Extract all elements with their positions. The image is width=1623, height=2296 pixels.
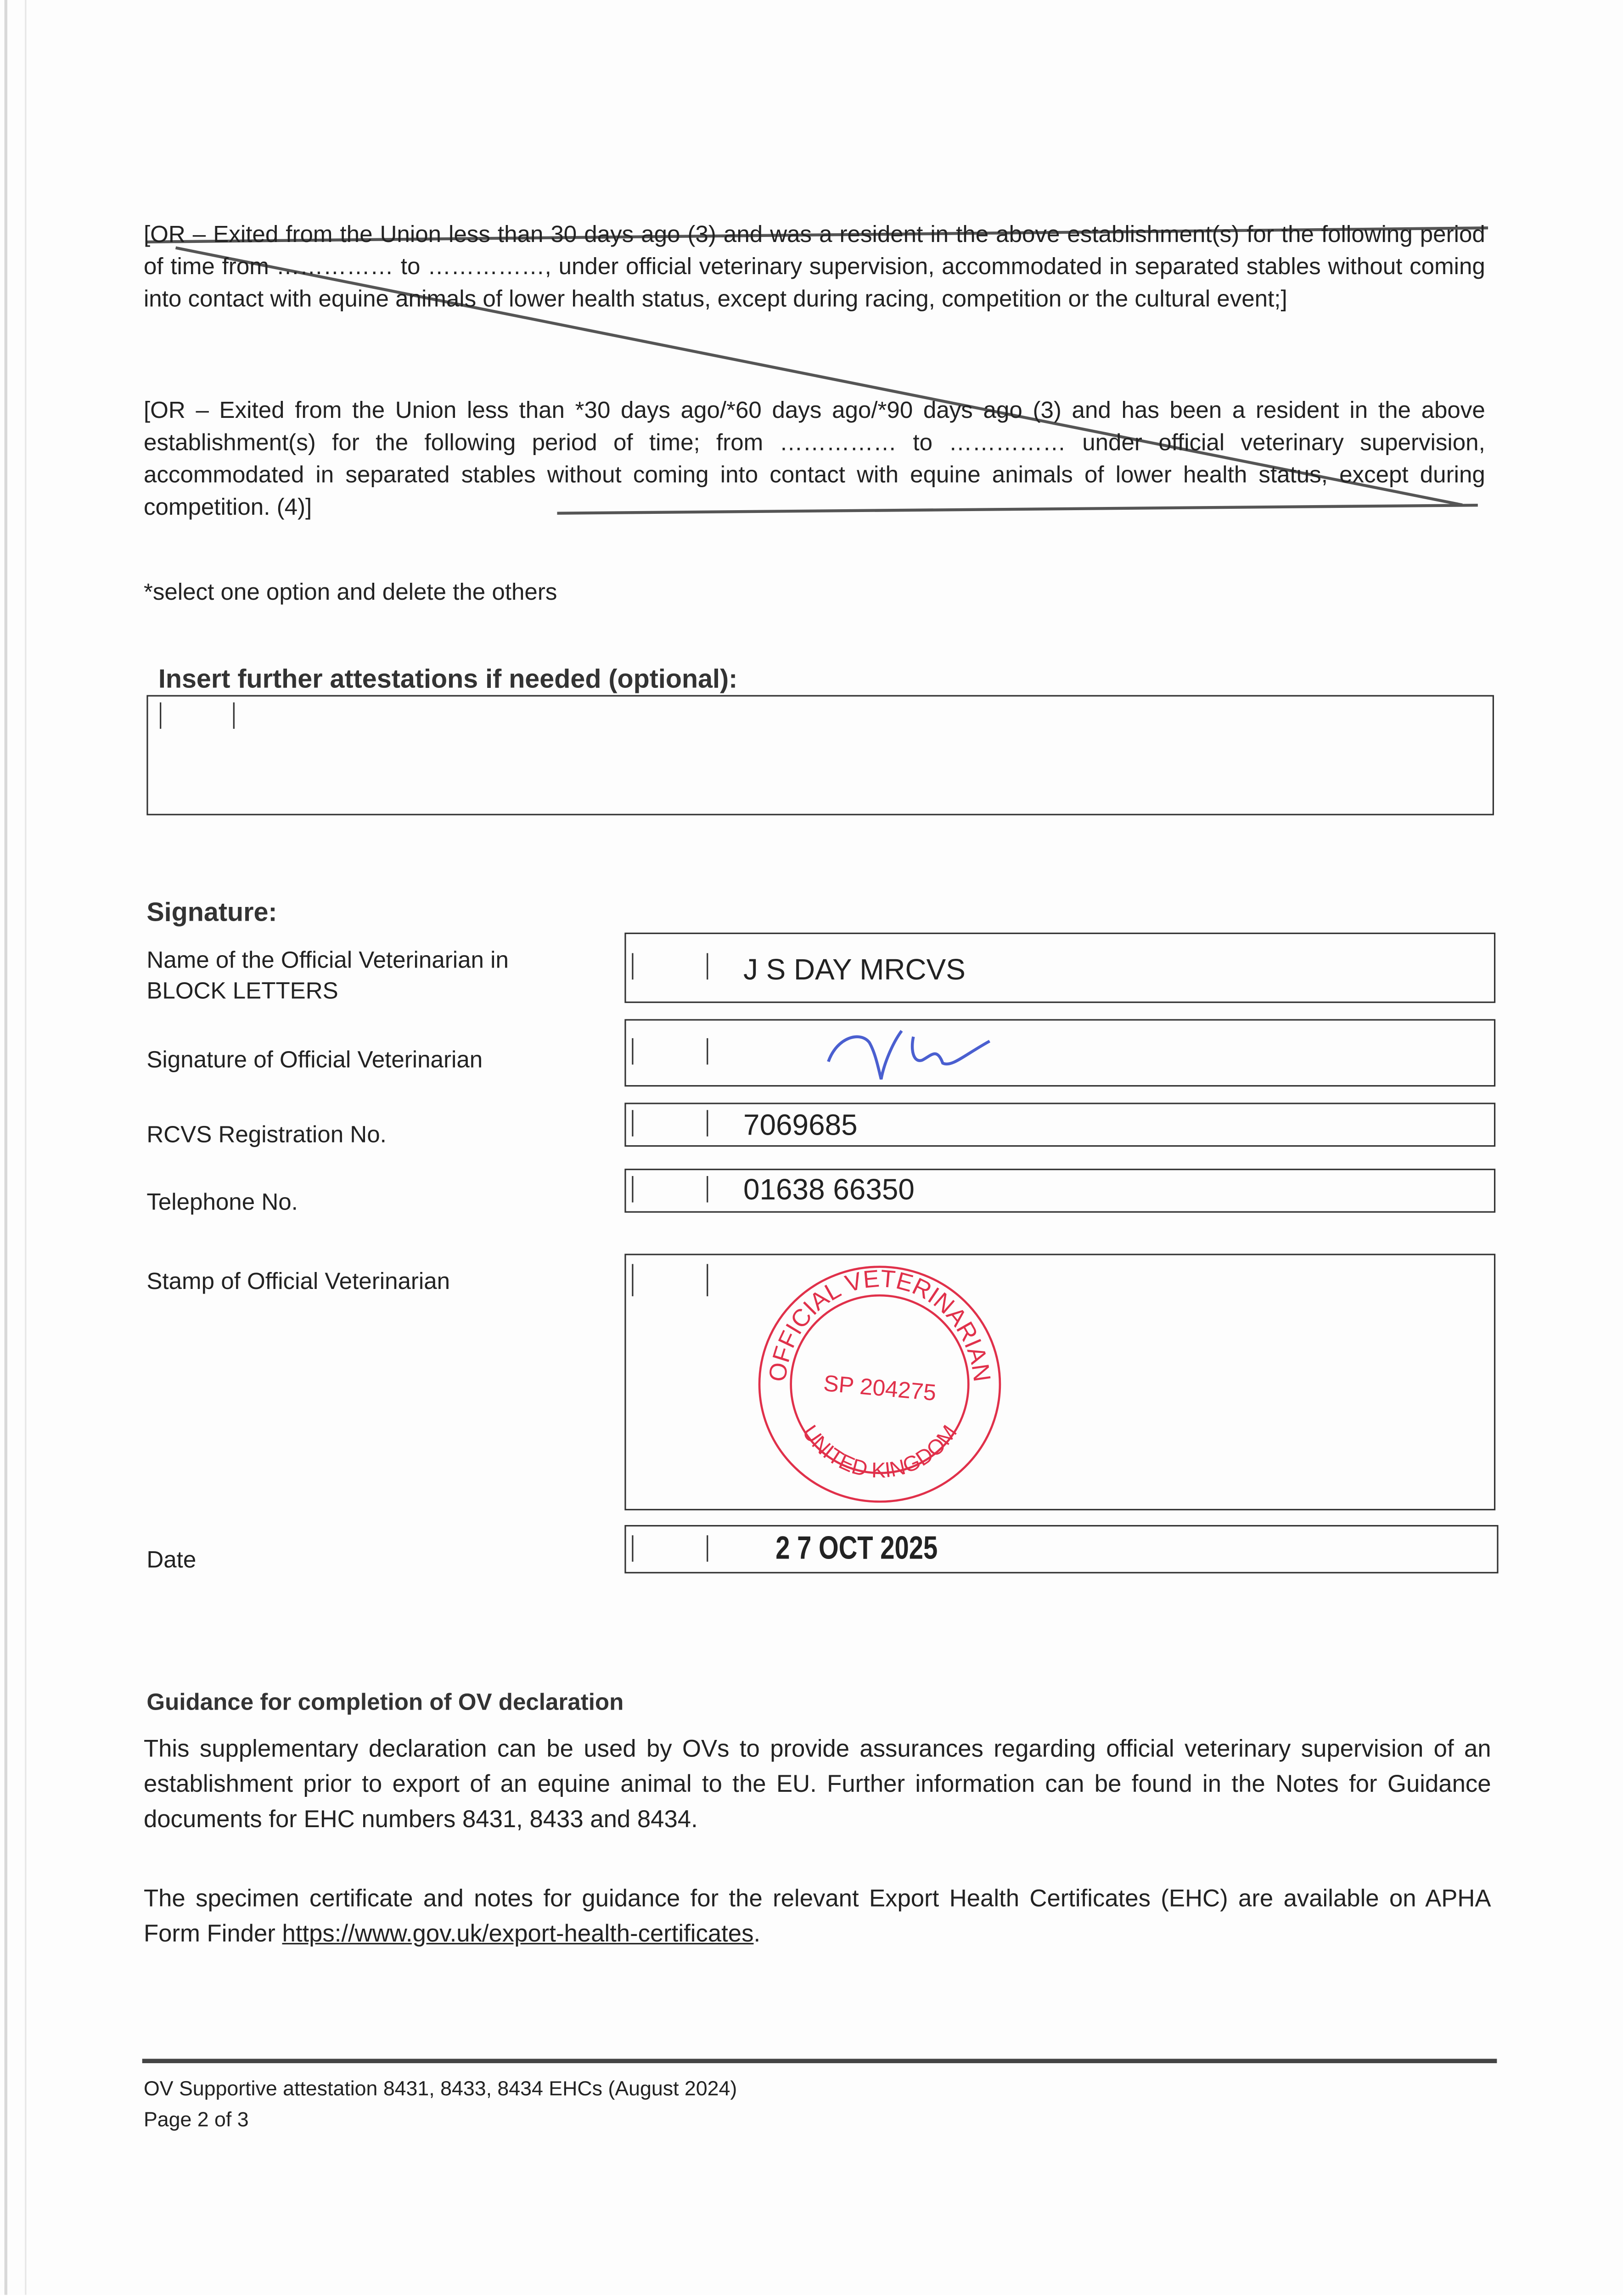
field-marker (707, 1110, 708, 1136)
stamp-field[interactable] (624, 1254, 1495, 1510)
footer-divider (142, 2059, 1497, 2063)
date-label: Date (146, 1548, 197, 1574)
stamp-label: Stamp of Official Veterinarian (146, 1270, 450, 1295)
page-number: Page 2 of 3 (143, 2107, 249, 2131)
guidance-text: The specimen certificate and notes for guidance for the relevant Export Health Certificates (EHC) are available on APHA Form Finder (143, 1885, 1491, 1947)
signature-field[interactable] (624, 1019, 1495, 1086)
svg-text:OFFICIAL VETERINARIAN: OFFICIAL VETERINARIAN (764, 1265, 996, 1384)
telephone-field[interactable] (624, 1169, 1495, 1213)
option-2-text: [OR – Exited from the Union less than *30 days ago/*60 days ago/*90 days ago (3) and has been a resident in the above establishment(s) for the following period of time; from …………… to …………… under official veterinary supervision, accommodated in separated stables without coming into contact with equine animals of lower health status, except during competition. (4)] (143, 399, 1485, 521)
option-1-text: [OR – Exited from the Union less than 30 days ago (3) and was a resident in the above establishment(s) for the following period of time from …………… to ……………, under official veterinary supervision, accommodated in separated stables without coming into contact with equine animals of lower health status, except during racing, competition or the cultural event;] (143, 223, 1485, 313)
official-veterinarian-stamp (751, 1261, 1009, 1504)
name-field[interactable] (624, 933, 1495, 1003)
field-marker (707, 1264, 708, 1296)
field-marker (632, 953, 633, 979)
field-marker (707, 1176, 708, 1202)
rcvs-field[interactable] (624, 1103, 1495, 1147)
rcvs-value: 7069685 (743, 1110, 858, 1142)
guidance-text-end: . (753, 1921, 761, 1947)
telephone-value: 01638 66350 (743, 1174, 915, 1207)
field-marker (707, 953, 708, 979)
guidance-heading: Guidance for completion of OV declaration (146, 1690, 624, 1716)
field-marker (632, 1038, 633, 1064)
export-health-certificates-link[interactable]: https://www.gov.uk/export-health-certificates (282, 1921, 754, 1947)
field-marker (707, 1038, 708, 1064)
svg-text:SP 204275: SP 204275 (822, 1370, 938, 1406)
date-value: 2 7 OCT 2025 (775, 1529, 938, 1566)
handwritten-signature (817, 1024, 1007, 1082)
scan-edge (5, 0, 7, 2295)
guidance-paragraph: This supplementary declaration can be used by OVs to provide assurances regarding official veterinary supervision of an establishment prior to export of an equine animal to the EU. Further information can be found in the Notes for Guidance documents for EHC numbers 8431, 8433 and 8434. (143, 1736, 1491, 1833)
name-label: Name of the Official Veterinarian in BLOCK LETTERS (146, 949, 509, 1005)
field-marker (707, 1535, 708, 1561)
further-attestations-heading: Insert further attestations if needed (optional): (158, 664, 738, 694)
guidance-paragraph-2 (144, 1881, 1491, 1952)
field-marker (160, 703, 161, 729)
field-marker (632, 1264, 633, 1296)
further-attestations-field[interactable] (146, 695, 1494, 816)
signature-heading: Signature: (146, 897, 277, 927)
signature-label: Signature of Official Veterinarian (146, 1048, 483, 1074)
field-marker (632, 1110, 633, 1136)
field-marker (632, 1176, 633, 1202)
rcvs-label: RCVS Registration No. (146, 1123, 387, 1148)
name-value: J S DAY MRCVS (743, 954, 966, 987)
telephone-label: Telephone No. (146, 1190, 298, 1216)
select-note: *select one option and delete the others (143, 580, 557, 606)
field-marker (632, 1535, 633, 1561)
footer-title: OV Supportive attestation 8431, 8433, 8434 EHCs (August 2024) (143, 2076, 737, 2100)
svg-text:UNITED KINGDOM: UNITED KINGDOM (797, 1420, 962, 1482)
date-field[interactable] (624, 1525, 1498, 1573)
field-marker (233, 703, 235, 729)
scan-edge (25, 0, 26, 2295)
